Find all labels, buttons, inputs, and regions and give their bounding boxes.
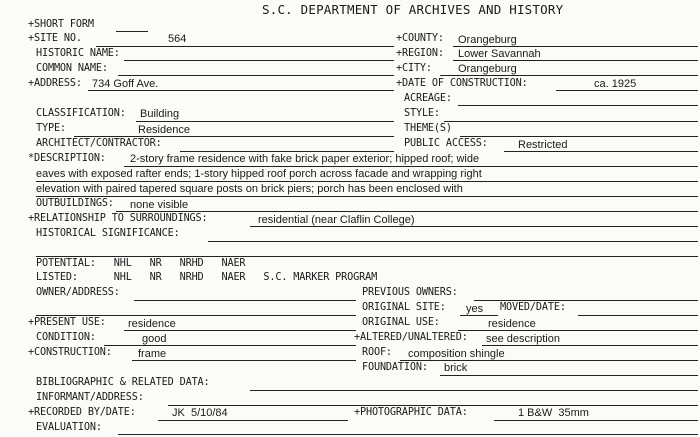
potential-label: POTENTIAL: NHL NR NRHD NAER: [36, 258, 246, 269]
original-site-value: yes: [466, 303, 484, 315]
original-use-line: [458, 330, 698, 331]
site-no-value: 564: [168, 33, 187, 45]
evaluation-line: [118, 434, 698, 435]
short-form-line: [116, 31, 148, 32]
description-value-line-2: eaves with exposed rafter ends; 1-story hipped roof porch across facade and wrapping right: [36, 168, 482, 180]
public-access-line: [504, 151, 698, 152]
historic-name-line: [124, 60, 394, 61]
public-access-label: PUBLIC ACCESS:: [404, 138, 488, 149]
classification-label: CLASSIFICATION:: [36, 108, 126, 119]
previous-owners-line: [474, 300, 698, 301]
architect-line: [180, 151, 394, 152]
date-of-construction-line: [556, 90, 698, 91]
recorded-by-value: JK 5/10/84: [172, 407, 228, 419]
construction-label: +CONSTRUCTION:: [28, 347, 112, 358]
owner-address-line-2: [36, 315, 356, 316]
owner-address-line: [134, 300, 356, 301]
roof-label: ROOF:: [362, 347, 392, 358]
present-use-line: [124, 330, 356, 331]
construction-line: [132, 360, 356, 361]
address-line: [88, 90, 394, 91]
foundation-line: [440, 375, 698, 376]
historical-significance-line: [208, 241, 698, 242]
classification-value: Building: [140, 108, 180, 120]
city-value: Orangeburg: [458, 63, 517, 75]
common-name-line: [118, 75, 394, 76]
county-line: [453, 46, 698, 47]
previous-owners-label: PREVIOUS OWNERS:: [362, 287, 458, 298]
county-value: Orangeburg: [458, 34, 517, 46]
recorded-by-label: +RECORDED BY/DATE:: [28, 407, 136, 418]
roof-value: composition shingle: [408, 348, 505, 360]
owner-address-label: OWNER/ADDRESS:: [36, 287, 120, 298]
description-line-2: [36, 181, 698, 182]
photographic-value: 1 B&W 35mm: [518, 407, 589, 419]
classification-line: [136, 121, 394, 122]
altered-label: +ALTERED/UNALTERED:: [354, 332, 468, 343]
moved-date-label: MOVED/DATE:: [500, 302, 566, 313]
informant-line: [168, 405, 698, 406]
altered-value: see description: [486, 333, 560, 345]
recorded-by-line: [158, 420, 348, 421]
themes-label: THEME(S): [404, 123, 452, 134]
photographic-label: +PHOTOGRAPHIC DATA:: [354, 407, 468, 418]
informant-label: INFORMANT/ADDRESS:: [36, 392, 144, 403]
description-label: *DESCRIPTION:: [28, 153, 106, 164]
original-use-value: residence: [488, 318, 536, 330]
type-line: [74, 136, 394, 137]
construction-value: frame: [138, 348, 167, 360]
historical-significance-line-2: [36, 256, 698, 257]
outbuildings-line: [116, 211, 698, 212]
foundation-label: FOUNDATION:: [362, 362, 428, 373]
altered-line: [482, 345, 698, 346]
outbuildings-value: none visible: [130, 199, 189, 211]
short-form-label: +SHORT FORM: [28, 19, 94, 30]
themes-line: [460, 136, 698, 137]
foundation-value: brick: [444, 362, 468, 374]
historical-significance-label: HISTORICAL SIGNIFICANCE:: [36, 228, 180, 239]
style-line: [444, 121, 698, 122]
architect-label: ARCHITECT/CONTRACTOR:: [36, 138, 162, 149]
condition-value: good: [142, 333, 167, 345]
site-no-line: [96, 46, 394, 47]
city-label: +CITY:: [396, 63, 432, 74]
county-label: +COUNTY:: [396, 33, 444, 44]
city-line: [440, 75, 698, 76]
site-no-label: +SITE NO.: [28, 33, 82, 44]
description-value-line-1: 2-story frame residence with fake brick paper exterior; hipped roof; wide: [130, 153, 480, 165]
present-use-value: residence: [128, 318, 176, 330]
address-value: 734 Goff Ave.: [92, 78, 159, 90]
original-site-label: ORIGINAL SITE:: [362, 302, 446, 313]
relationship-value: residential (near Claflin College): [258, 214, 415, 226]
listed-label: LISTED: NHL NR NRHD NAER S.C. MARKER PROGRAM: [36, 272, 378, 283]
region-line: [453, 60, 698, 61]
moved-date-line: [578, 315, 698, 316]
common-name-label: COMMON NAME:: [36, 63, 108, 74]
style-label: STYLE:: [404, 108, 440, 119]
roof-line: [400, 360, 698, 361]
form-header: S.C. DEPARTMENT OF ARCHIVES AND HISTORY: [262, 2, 564, 17]
address-label: +ADDRESS:: [28, 78, 82, 89]
date-of-construction-value: ca. 1925: [594, 78, 637, 90]
photographic-line: [494, 420, 698, 421]
region-value: Lower Savannah: [458, 48, 541, 60]
condition-line: [104, 345, 356, 346]
bibliographic-line: [250, 390, 698, 391]
relationship-line: [250, 226, 698, 227]
date-of-construction-label: +DATE OF CONSTRUCTION:: [396, 78, 528, 89]
description-value-line-3: elevation with paired tapered square posts on brick piers; porch has been enclosed with: [36, 183, 463, 195]
description-line-3: [36, 196, 698, 197]
type-value: Residence: [138, 124, 190, 136]
original-site-line: [460, 315, 498, 316]
region-label: +REGION:: [396, 48, 444, 59]
present-use-label: +PRESENT USE:: [28, 317, 106, 328]
acreage-label: ACREAGE:: [404, 93, 452, 104]
bibliographic-label: BIBLIOGRAPHIC & RELATED DATA:: [36, 377, 210, 388]
relationship-label: +RELATIONSHIP TO SURROUNDINGS:: [28, 213, 208, 224]
original-use-label: ORIGINAL USE:: [362, 317, 440, 328]
type-label: TYPE:: [36, 123, 66, 134]
description-line-1: [124, 166, 698, 167]
outbuildings-label: OUTBUILDINGS:: [36, 198, 114, 209]
acreage-line: [458, 105, 698, 106]
evaluation-label: EVALUATION:: [36, 422, 102, 433]
historic-name-label: HISTORIC NAME:: [36, 48, 120, 59]
condition-label: CONDITION:: [36, 332, 96, 343]
public-access-value: Restricted: [518, 139, 568, 151]
